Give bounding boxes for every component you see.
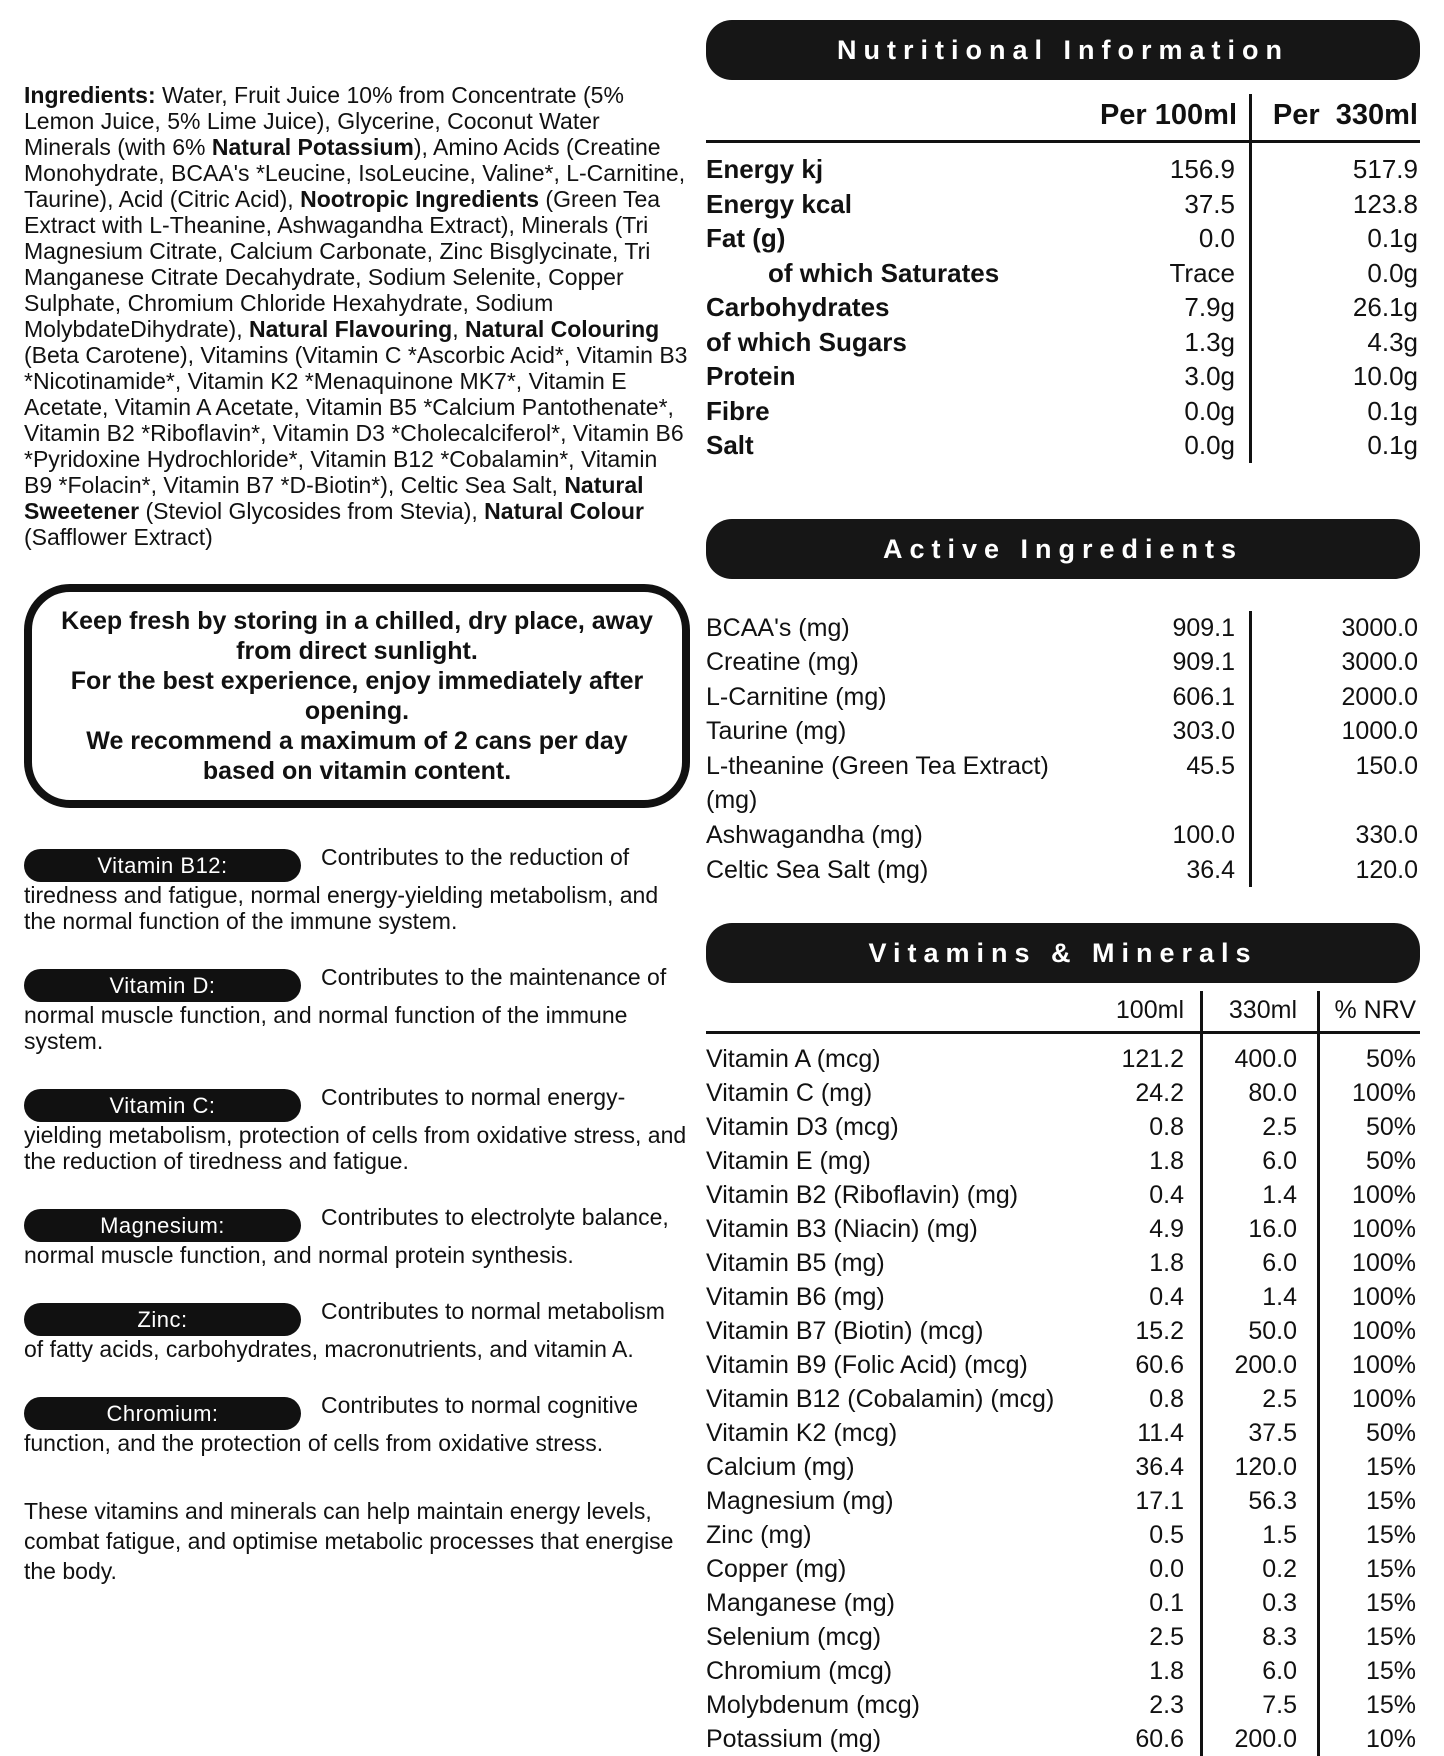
nutritional-information-table [706,94,1420,463]
vitamin-row-label: Magnesium (mg) [706,1487,894,1516]
vitamin-row-label: Vitamin C (mg) [706,1079,873,1108]
active-value-100ml: 909.1 [1172,648,1235,677]
claim-item [24,964,690,1054]
nutrition-value-100ml: 156.9 [1169,154,1235,184]
vitamin-value-330ml: 1.4 [1262,1181,1297,1210]
vitamin-value-nrv: 100% [1352,1317,1416,1346]
vitamin-value-100ml: 0.5 [1149,1521,1184,1550]
claim-item [24,1084,690,1174]
vitamin-value-nrv: 100% [1352,1351,1416,1380]
vitamin-mineral-row [706,1178,1420,1212]
vitamins-330ml-header: 330ml [1228,996,1297,1025]
vitamin-value-100ml: 2.5 [1149,1623,1184,1652]
ingredients-bold-segment: Natural Flavouring [249,316,453,342]
vitamin-value-330ml: 56.3 [1248,1487,1297,1516]
ingredients-bold-segment: Natural Colouring [464,316,660,342]
vitamin-value-nrv: 10% [1365,1725,1416,1754]
active-row-label: Creatine (mg) [706,648,859,677]
storage-advice-box [24,584,690,808]
vitamin-value-100ml: 24.2 [1135,1079,1184,1108]
active-ingredients-header [706,519,1420,579]
nutrition-row [706,394,1420,429]
vitamins-column-divider-1 [1200,991,1203,1756]
vitamins-rows [706,1034,1420,1756]
vitamin-row-label: Vitamin B2 (Riboflavin) (mg) [706,1181,1019,1210]
storage-advice-line: We recommend a maximum of 2 cans per day based on vitamin content. [86,727,628,785]
vitamin-mineral-row [706,1586,1420,1620]
ingredients-text-segment: , [452,316,465,342]
vitamin-value-100ml: 0.4 [1149,1283,1184,1312]
vitamin-mineral-row [706,1450,1420,1484]
vitamin-value-nrv: 50% [1365,1419,1416,1448]
vitamin-value-330ml: 16.0 [1248,1215,1297,1244]
nutrition-value-100ml: 0.0g [1184,430,1235,460]
claims-list [24,844,690,1456]
claim-item [24,1298,690,1362]
ingredients-text-segment: Water, Fruit Juice 10% from Concentrate (5% Lemon Juice, 5% Lime Juice), Glycerine, Coconut Water Minerals (with 6% [24,82,624,160]
vitamin-value-100ml: 1.8 [1149,1249,1184,1278]
vitamin-value-100ml: 1.8 [1149,1657,1184,1686]
vitamin-value-nrv: 15% [1365,1487,1416,1516]
ingredients-text-segment: (Green Tea Extract with L-Theanine, Ashwagandha Extract), Minerals (Tri Magnesium Citrate, Calcium Carbonate, Zinc Bisglycinate, Tri Manganese Citrate Decahydrate, Sodium Selenite, Copper Sulphate, Chromium Chloride Hexahydrate, Sodium MolybdateDihydrate), [24,186,661,342]
ingredients-bold-segment: Natural Potassium [211,134,414,160]
vitamin-mineral-row [706,1382,1420,1416]
vitamin-value-100ml: 11.4 [1137,1419,1184,1448]
nutrition-row [706,359,1420,394]
vitamin-value-nrv: 100% [1352,1215,1416,1244]
vitamin-value-100ml: 0.0 [1149,1555,1184,1584]
nutrition-row-label: of which Sugars [706,326,907,357]
claim-text: Contributes to the maintenance of normal muscle function, and normal function of the immune system. [24,964,667,1054]
vitamin-row-label: Vitamin B7 (Biotin) (mcg) [706,1317,984,1346]
nutritional-information-header [706,20,1420,80]
claim-pill-label: Vitamin D: [24,969,301,1002]
vitamin-value-100ml: 0.4 [1149,1181,1184,1210]
vitamin-mineral-row [706,1314,1420,1348]
claim-pill-label: Vitamin B12: [24,849,301,882]
vitamin-value-nrv: 15% [1365,1453,1416,1482]
claim-text: Contributes to normal cognitive function, and the protection of cells from oxidative stress. [24,1392,639,1456]
storage-advice-line: Keep fresh by storing in a chilled, dry place, away from direct sunlight. [61,607,653,665]
vitamin-row-label: Vitamin B9 (Folic Acid) (mcg) [706,1351,1028,1380]
vitamin-value-100ml: 0.1 [1149,1589,1184,1618]
vitamin-value-330ml: 1.5 [1262,1521,1297,1550]
vitamin-value-nrv: 15% [1365,1691,1416,1720]
per-330ml-header: Per 330ml [1272,99,1418,131]
vitamin-value-330ml: 6.0 [1262,1657,1297,1686]
active-ingredient-row [706,714,1420,749]
vitamin-value-nrv: 50% [1365,1147,1416,1176]
ingredients-bold-segment: Nootropic Ingredients [300,186,540,212]
active-ingredients-title: Active Ingredients [882,533,1244,564]
ingredients-text-segment: ), Amino Acids (Creatine Monohydrate, BCAA's *Leucine, IsoLeucine, Valine*, L-Carnitine, Taurine), Acid (Citric Acid), [24,134,686,212]
active-value-330ml: 120.0 [1355,855,1418,884]
summary-note: These vitamins and minerals can help maintain energy levels, combat fatigue, and optimise metabolic processes that energise the body. [24,1498,674,1584]
nutritional-information-title: Nutritional Information [837,35,1289,65]
active-ingredient-row [706,680,1420,715]
vitamin-value-nrv: 100% [1352,1249,1416,1278]
vitamin-mineral-row [706,1688,1420,1722]
nutrition-row [706,325,1420,360]
active-value-330ml: 1000.0 [1341,717,1418,746]
vitamin-value-100ml: 1.8 [1149,1147,1184,1176]
vitamins-nrv-header: % NRV [1334,996,1416,1025]
active-value-100ml: 100.0 [1172,821,1235,850]
nutrition-value-330ml: 4.3g [1367,326,1418,357]
active-column-divider [1249,611,1252,888]
vitamin-row-label: Vitamin B3 (Niacin) (mg) [706,1215,978,1244]
vitamin-value-nrv: 100% [1352,1385,1416,1414]
vitamin-value-330ml: 6.0 [1262,1147,1297,1176]
vitamin-mineral-row [706,1654,1420,1688]
claim-text: Contributes to normal energy-yielding metabolism, protection of cells from oxidative stress, and the reduction of tiredness and fatigue. [24,1084,687,1174]
active-ingredient-row [706,645,1420,680]
nutrition-rows [706,143,1420,463]
active-value-330ml: 150.0 [1355,751,1418,780]
nutrition-value-330ml: 0.1g [1367,223,1418,253]
vitamin-mineral-row [706,1484,1420,1518]
active-rows [706,611,1420,888]
vitamin-value-330ml: 7.5 [1262,1691,1297,1720]
vitamin-mineral-row [706,1076,1420,1110]
vitamins-100ml-header: 100ml [1115,996,1184,1025]
vitamin-value-330ml: 2.5 [1262,1113,1297,1142]
vitamin-row-label: Vitamin K2 (mcg) [706,1419,898,1448]
right-column [706,20,1420,1756]
vitamin-value-100ml: 2.3 [1149,1691,1184,1720]
active-value-100ml: 606.1 [1172,682,1235,711]
vitamin-value-330ml: 2.5 [1262,1385,1297,1414]
vitamin-row-label: Molybdenum (mcg) [706,1691,920,1720]
vitamin-row-label: Vitamin D3 (mcg) [706,1113,899,1142]
active-value-100ml: 909.1 [1172,613,1235,642]
active-row-label: L-theanine (Green Tea Extract) (mg) [706,751,1049,815]
vitamin-value-330ml: 37.5 [1248,1419,1297,1448]
active-ingredient-row [706,853,1420,888]
nutrition-row [706,256,1420,291]
active-value-100ml: 45.5 [1186,751,1235,780]
nutrition-row [706,290,1420,325]
vitamin-row-label: Vitamin A (mcg) [706,1045,881,1074]
vitamin-mineral-row [706,1110,1420,1144]
active-value-330ml: 2000.0 [1341,682,1418,711]
nutrition-row-label: Carbohydrates [706,292,890,322]
vitamin-row-label: Chromium (mcg) [706,1657,893,1686]
vitamin-value-100ml: 17.1 [1135,1487,1184,1516]
vitamin-value-100ml: 36.4 [1135,1453,1184,1482]
claim-item [24,1392,690,1456]
nutrition-value-330ml: 0.1g [1367,395,1418,426]
active-row-label: Ashwagandha (mg) [706,821,923,850]
claim-pill-label: Vitamin C: [24,1089,301,1122]
vitamin-row-label: Zinc (mg) [706,1521,812,1550]
ingredients-text-segment: (Safflower Extract) [24,524,213,550]
nutrition-value-100ml: 37.5 [1184,188,1235,219]
vitamin-row-label: Vitamin B5 (mg) [706,1249,885,1278]
ingredients-text-segment: (Beta Carotene), Vitamins (Vitamin C *Ascorbic Acid*, Vitamin B3 *Nicotinamide*, Vitamin K2 *Menaquinone MK7*, Vitamin E Acetate, Vitamin A Acetate, Vitamin B5 *Calcium Pantothenate*, Vitamin B2 *Riboflavin*, Vitamin D3 *Cholecalciferol*, Vitamin B6 *Pyridoxine Hydrochloride*, Vitamin B12 *Cobalamin*, Vitamin B9 *Folacin*, Vitamin B7 *D-Biotin*), Celtic Sea Salt, [24,342,688,498]
ingredients-bold-segment: Ingredients: [24,82,163,108]
nutrition-row [706,152,1420,187]
nutrition-value-330ml: 123.8 [1352,188,1418,219]
claim-text: Contributes to normal metabolism of fatty acids, carbohydrates, macronutrients, and vitamin A. [24,1298,665,1362]
nutrition-row [706,187,1420,222]
active-ingredient-row [706,818,1420,853]
vitamin-value-100ml: 0.8 [1149,1385,1184,1414]
nutrition-value-100ml: 1.3g [1184,326,1235,357]
vitamin-value-330ml: 400.0 [1234,1045,1297,1074]
vitamin-mineral-row [706,1620,1420,1654]
nutrition-row-label: Protein [706,361,796,391]
vitamin-row-label: Copper (mg) [706,1555,847,1584]
vitamin-row-label: Potassium (mg) [706,1725,882,1754]
nutrition-row [706,428,1420,463]
storage-advice-line: For the best experience, enjoy immediately after opening. [70,667,644,725]
ingredients-paragraph [24,82,690,550]
active-value-100ml: 36.4 [1186,855,1235,884]
vitamins-column-divider-2 [1317,991,1320,1756]
left-column [24,82,690,1586]
vitamin-value-330ml: 0.3 [1262,1589,1297,1618]
active-value-100ml: 303.0 [1172,717,1235,746]
active-ingredient-row [706,611,1420,646]
vitamins-minerals-title: Vitamins & Minerals [868,938,1258,969]
claim-text: Contributes to the reduction of tiredness and fatigue, normal energy-yielding metabolism, and the normal function of the immune system. [24,844,659,934]
nutrition-value-330ml: 26.1g [1352,292,1418,322]
vitamin-value-nrv: 100% [1352,1079,1416,1108]
nutrition-column-divider [1249,94,1252,463]
active-value-330ml: 330.0 [1355,821,1418,850]
vitamin-value-330ml: 1.4 [1262,1283,1297,1312]
vitamin-value-100ml: 60.6 [1135,1351,1184,1380]
nutrition-value-100ml: 7.9g [1184,292,1235,322]
vitamin-mineral-row [706,1518,1420,1552]
vitamin-value-100ml: 15.2 [1135,1317,1184,1346]
vitamin-value-330ml: 200.0 [1234,1351,1297,1380]
vitamins-table-header [706,991,1420,1031]
vitamin-value-330ml: 120.0 [1234,1453,1297,1482]
vitamin-value-nrv: 50% [1365,1113,1416,1142]
vitamin-value-nrv: 15% [1365,1555,1416,1584]
active-ingredient-row [706,749,1420,818]
vitamin-row-label: Vitamin E (mg) [706,1147,871,1176]
nutrition-row-label: of which Saturates [768,257,1000,288]
nutrition-row-label: Salt [706,430,754,460]
vitamin-value-100ml: 121.2 [1121,1045,1184,1074]
vitamin-value-330ml: 6.0 [1262,1249,1297,1278]
nutrition-row-label: Fibre [706,395,770,426]
nutrition-value-330ml: 0.1g [1367,430,1418,460]
nutrition-value-100ml: Trace [1169,257,1235,288]
vitamin-mineral-row [706,1552,1420,1586]
nutrition-row-label: Energy kcal [706,188,852,219]
vitamin-value-nrv: 100% [1352,1283,1416,1312]
active-value-330ml: 3000.0 [1341,648,1418,677]
active-row-label: Celtic Sea Salt (mg) [706,855,929,884]
vitamin-value-100ml: 0.8 [1149,1113,1184,1142]
claim-text: Contributes to electrolyte balance, normal muscle function, and normal protein synthesis. [24,1204,669,1268]
vitamin-value-330ml: 80.0 [1248,1079,1297,1108]
nutrition-value-100ml: 0.0g [1184,395,1235,426]
nutrition-table-header [706,94,1420,140]
vitamin-value-330ml: 8.3 [1262,1623,1297,1652]
vitamin-value-nrv: 100% [1352,1181,1416,1210]
claim-item [24,844,690,934]
per-100ml-header: Per 100ml [1099,99,1237,131]
vitamins-minerals-header [706,923,1420,983]
vitamin-mineral-row [706,1246,1420,1280]
vitamin-row-label: Selenium (mcg) [706,1623,882,1652]
ingredients-bold-segment: Natural Sweetener [24,472,644,524]
vitamin-value-100ml: 4.9 [1149,1215,1184,1244]
vitamin-row-label: Calcium (mg) [706,1453,855,1482]
vitamin-value-nrv: 15% [1365,1623,1416,1652]
active-row-label: BCAA's (mg) [706,613,850,642]
claim-pill-label: Chromium: [24,1397,301,1430]
claim-pill-label: Zinc: [24,1303,301,1336]
nutrition-value-330ml: 517.9 [1352,154,1418,184]
vitamin-value-330ml: 0.2 [1262,1555,1297,1584]
vitamin-row-label: Vitamin B12 (Cobalamin) (mcg) [706,1385,1055,1414]
active-row-label: Taurine (mg) [706,717,847,746]
vitamin-value-100ml: 60.6 [1135,1725,1184,1754]
ingredients-bold-segment: Natural Colour [484,498,644,524]
active-ingredients-table [706,611,1420,888]
vitamin-mineral-row [706,1144,1420,1178]
active-row-label: L-Carnitine (mg) [706,682,887,711]
vitamin-value-nrv: 15% [1365,1589,1416,1618]
claim-item [24,1204,690,1268]
vitamin-mineral-row [706,1416,1420,1450]
nutrition-value-330ml: 0.0g [1367,257,1418,288]
ingredients-text-segment: (Steviol Glycosides from Stevia), [139,498,485,524]
vitamin-mineral-row [706,1212,1420,1246]
vitamin-mineral-row [706,1348,1420,1382]
vitamin-mineral-row [706,1280,1420,1314]
vitamins-minerals-table [706,991,1420,1756]
active-value-330ml: 3000.0 [1341,613,1418,642]
nutrition-row-label: Fat (g) [706,223,786,253]
vitamin-value-nrv: 15% [1365,1657,1416,1686]
vitamin-row-label: Manganese (mg) [706,1589,895,1618]
vitamin-row-label: Vitamin B6 (mg) [706,1283,885,1312]
vitamin-value-nrv: 15% [1365,1521,1416,1550]
vitamin-mineral-row [706,1722,1420,1756]
vitamin-value-330ml: 200.0 [1234,1725,1297,1754]
vitamin-mineral-row [706,1042,1420,1076]
nutrition-row [706,221,1420,256]
claim-pill-label: Magnesium: [24,1209,301,1242]
nutrition-value-100ml: 0.0 [1198,223,1235,253]
nutrition-value-100ml: 3.0g [1184,361,1235,391]
nutrition-value-330ml: 10.0g [1352,361,1418,391]
vitamin-value-330ml: 50.0 [1248,1317,1297,1346]
vitamin-value-nrv: 50% [1365,1045,1416,1074]
nutrition-row-label: Energy kj [706,154,824,184]
